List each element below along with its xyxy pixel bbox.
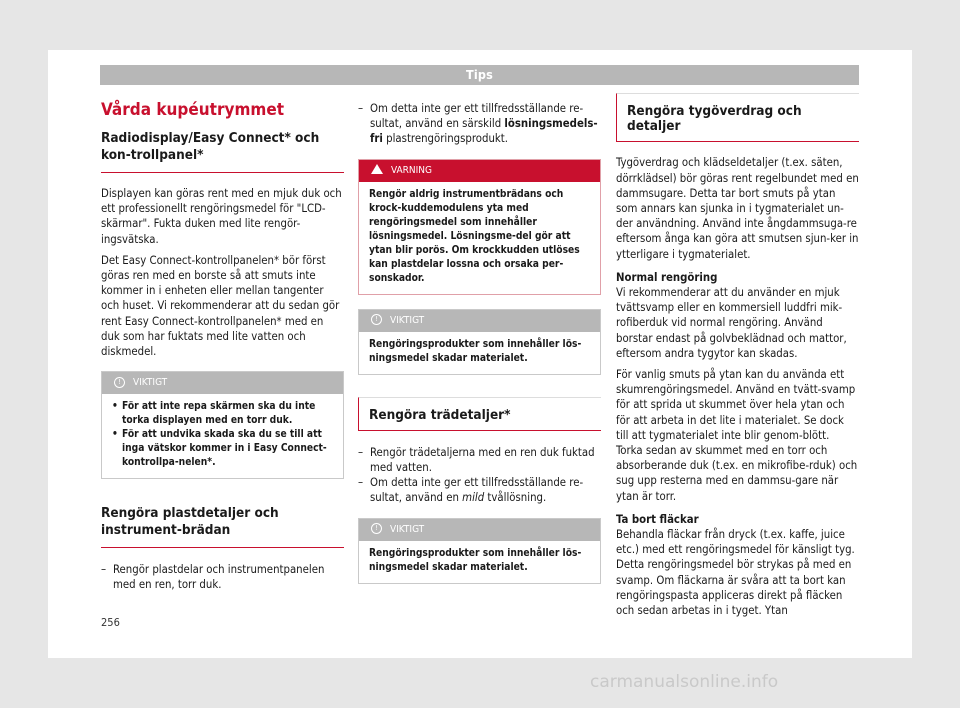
- divider: [617, 141, 859, 142]
- paragraph: Det Easy Connect-kontrollpanelen* bör först göras ren med en borste så att smuts inte kommer in i enheten eller mellan tangenter och huset. Vi rekommenderar att du sedan gör rent Easy Connect-kontrollpanelen* med en duk som har fuktats med lite vatten och diskmedel.: [101, 253, 340, 359]
- dash-icon: –: [358, 476, 364, 490]
- notice-body: Rengöringsprodukter som innehåller lös-ningsmedel skadar materialet.: [369, 338, 582, 364]
- section-heading-tra: [358, 397, 601, 431]
- column-left: [101, 94, 344, 593]
- page-number: 256: [101, 616, 120, 629]
- tips-header-bar: Tips: [100, 65, 859, 85]
- dash-icon: –: [101, 563, 107, 577]
- info-icon: !: [371, 523, 382, 534]
- paragraph: Tygöverdrag och klädseldetaljer (t.ex. säten, dörrklädsel) bör göras rent regelbundet med en dammsugare. Detta tar bort smuts på ytan som annars kan sjunka in i tygmaterialet un-der användning. Använd inte ångdammsuga-re eftersom ånga kan göra att smutsen sjun-ker in ytterligare i tygmaterialet.: [616, 156, 859, 261]
- column-right: [616, 93, 859, 624]
- divider: [359, 430, 601, 431]
- bullet-item: [112, 400, 333, 428]
- text-part: Om detta inte ger ett tillfredsställande re-sultat, använd en: [370, 476, 584, 505]
- text-part: tvållösning.: [484, 491, 547, 505]
- subheading: Ta bort fläckar: [616, 512, 699, 526]
- list-item-text: Rengör trädetaljerna med en ren duk fuktad med vatten.: [370, 445, 595, 475]
- paragraph: Displayen kan göras rent med en mjuk duk och ett professionellt rengöringsmedel för "LCD-skärmar". Fukta duken med lite rengör-ingsvätska.: [101, 187, 342, 246]
- list-item: [101, 562, 344, 592]
- dash-icon: –: [358, 445, 364, 459]
- watermark: carmanualsonline.info: [590, 672, 779, 692]
- bullet-text: För att undvika skada ska du se till att inga vätskor kommer in i Easy Connect-kontrollpa-nelen*.: [122, 429, 327, 469]
- bullet-icon: •: [112, 429, 118, 441]
- list-item-text: Rengör plastdelar och instrumentpanelen med en ren, torr duk.: [113, 563, 325, 592]
- text-part: Om detta inte ger ett tillfredsställande re-sultat, använd en särskild: [370, 102, 584, 131]
- page-title: Vårda kupéutrymmet: [101, 100, 285, 120]
- list-item-text: [370, 101, 601, 147]
- text-bold: lösningsmedels-fri: [370, 117, 598, 146]
- paragraph: Behandla fläckar från dryck (t.ex. kaffe, juice etc.) med ett rengöringsmedel för känsligt tyg. Detta rengöringsmedel bör strykas på med en svamp. Om fläckarna är svåra att ta bort kan rengöringspasta appliceras direkt på fläcken och sedan arbetas in i tyget. Ytan: [616, 528, 855, 618]
- notice-box-viktigt: [358, 518, 601, 584]
- text-part: plastrengöringsprodukt.: [382, 132, 509, 146]
- notice-body: Rengöringsprodukter som innehåller lös-ningsmedel skadar materialet.: [369, 547, 582, 573]
- warning-box: [358, 159, 601, 295]
- bullet-item: [112, 428, 333, 470]
- notice-body: [102, 394, 343, 478]
- list-item-text: [370, 475, 601, 505]
- paragraph: För vanlig smuts på ytan kan du använda ett skumrengöringsmedel. Använd en tvätt-svamp för att sprida ut skummet över hela ytan och för att arbeta in det lite i materialet. Se dock till att tygmaterialet inte blir genom-blött. Torka sedan av skummet med en torr och absorberande duk (t.ex. en mikrofibe-rduk) och sug upp resterna med en dammsu-gare när ytan är torr.: [616, 368, 858, 503]
- notice-box-viktigt: [101, 371, 344, 479]
- notice-label: VIKTIGT: [390, 314, 425, 326]
- section-heading-plast: Rengöra plastdetaljer och instrument-brädan: [101, 505, 344, 548]
- notice-header: [359, 519, 600, 541]
- notice-label: VIKTIGT: [133, 377, 168, 389]
- warning-triangle-icon: [371, 164, 383, 174]
- list-item: [358, 475, 601, 505]
- list-item: [358, 101, 601, 147]
- paragraph: Vi rekommenderar att du använder en mjuk tvättsvamp eller en kommersiell luddfri mik-rofiberduk vid normal rengöring. Använd borstar endast på golvbeklädnad och mattor, eftersom andra tygytor kan skadas.: [616, 286, 847, 360]
- section-heading-tyg: [616, 93, 859, 142]
- dash-icon: –: [358, 102, 364, 115]
- subheading: Normal rengöring: [616, 270, 718, 284]
- section-title-text: Rengöra tygöverdrag och detaljer: [627, 103, 802, 135]
- bullet-icon: •: [112, 401, 118, 413]
- section-heading-radiodisplay: Radiodisplay/Easy Connect* och kon-trollpanel*: [101, 130, 344, 173]
- bullet-text: För att inte repa skärmen ska du inte torka displayen med en torr duk.: [122, 401, 316, 427]
- notice-label: VIKTIGT: [390, 523, 425, 535]
- notice-header: [102, 372, 343, 394]
- warning-header: [359, 160, 600, 182]
- notice-header: [359, 310, 600, 332]
- column-middle: [358, 101, 601, 584]
- info-icon: !: [371, 314, 382, 325]
- info-icon: !: [114, 377, 125, 388]
- text-italic: mild: [462, 491, 485, 505]
- list-item: [358, 445, 601, 475]
- warning-label: VARNING: [391, 164, 432, 176]
- section-title-text: Rengöra trädetaljer*: [369, 406, 511, 423]
- notice-box-viktigt: [358, 309, 601, 375]
- warning-body: Rengör aldrig instrumentbrädans och krock-kuddemodulens yta med rengöringsmedel som innehåller lösningsmedel. Lösningsme-del gör att ytan blir porös. Om krockkudden utlöses kan plastdelar lossna och orsaka per-sonskador.: [369, 188, 580, 284]
